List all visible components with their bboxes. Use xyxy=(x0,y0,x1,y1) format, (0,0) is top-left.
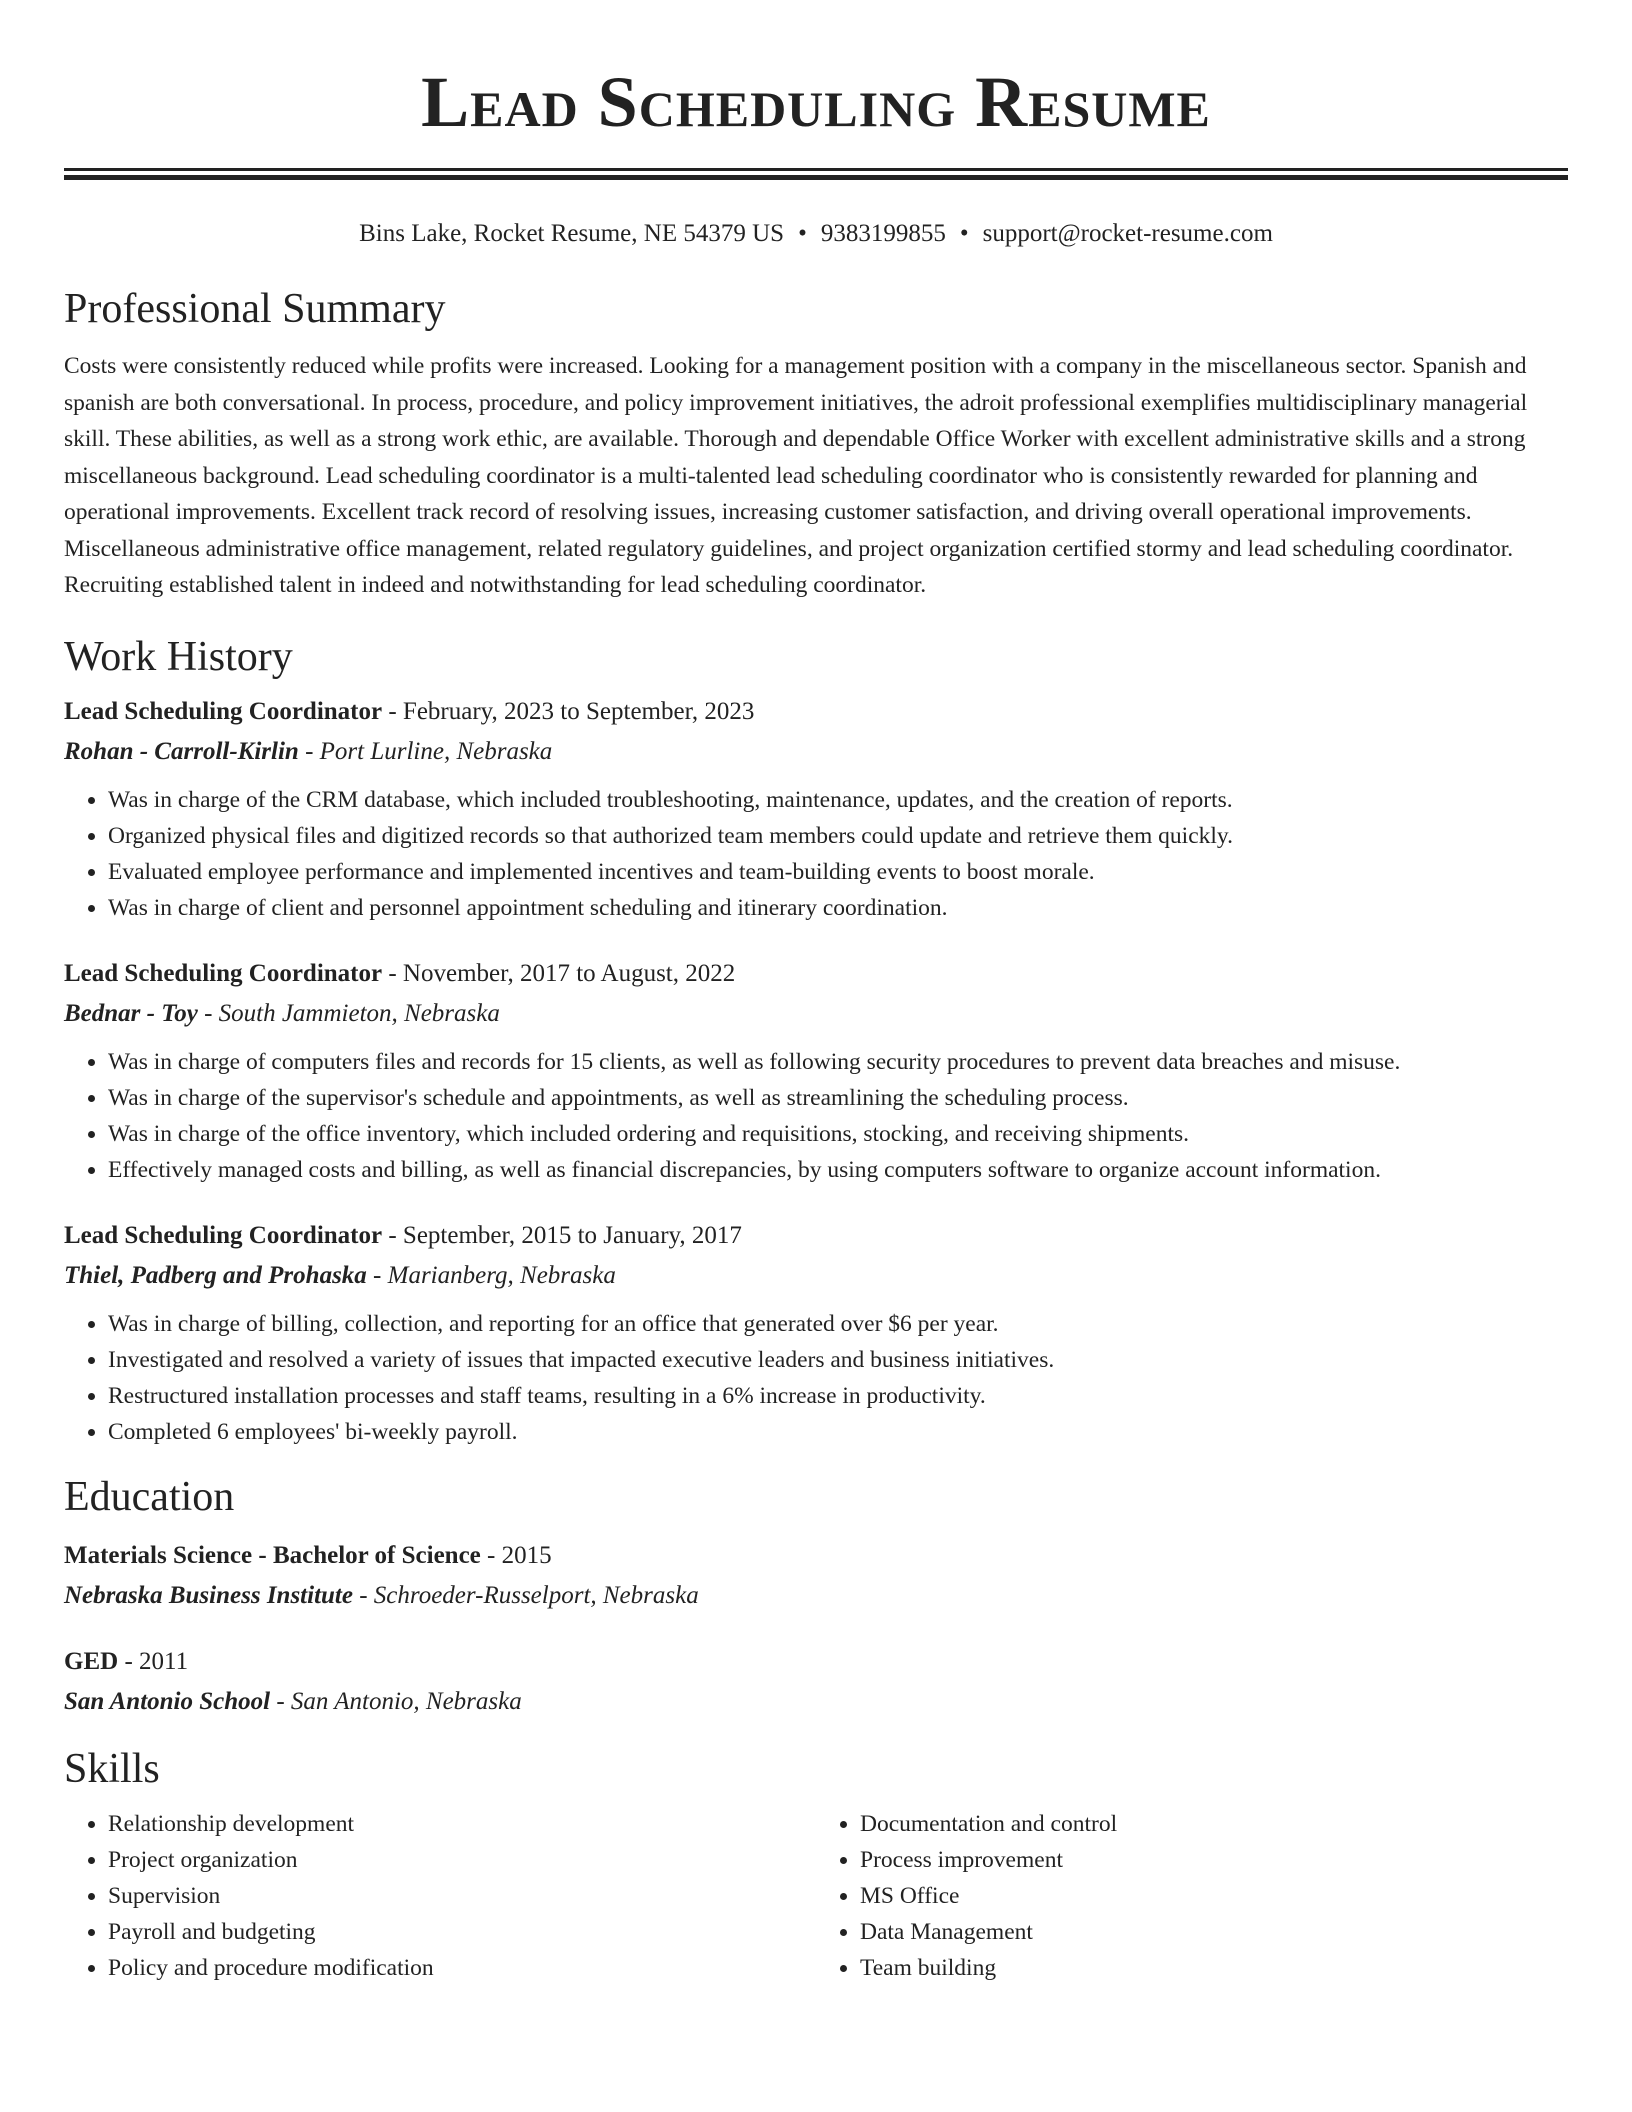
resume-title: Lead Scheduling Resume xyxy=(421,62,1211,142)
skill-item: • Project organization xyxy=(108,1842,816,1878)
job-header xyxy=(64,956,1568,992)
education-location: - Schroeder-Russelport, Nebraska xyxy=(352,1581,699,1609)
job-duty: • Was in charge of client and personnel appointment scheduling and itinerary coordination. xyxy=(108,890,1568,926)
contact-separator: • xyxy=(959,220,969,247)
skills-column-right xyxy=(816,1806,1568,1986)
job-dates: - February, 2023 to September, 2023 xyxy=(382,697,755,725)
title-divider xyxy=(64,168,1568,180)
skill-item: • Documentation and control xyxy=(860,1806,1568,1842)
job-duty: • Was in charge of the CRM database, which included troubleshooting, maintenance, updates, and the creation of reports. xyxy=(108,782,1568,818)
skills-items xyxy=(64,1806,816,1986)
job-title: Lead Scheduling Coordinator xyxy=(64,697,383,725)
job-duty: • Was in charge of the office inventory, which included ordering and requisitions, stocking, and receiving shipments. xyxy=(108,1116,1568,1152)
education-degree: Materials Science - Bachelor of Science xyxy=(64,1541,481,1569)
job-duty: • Was in charge of computers files and records for 15 clients, as well as following security procedures to prevent data breaches and misuse. xyxy=(108,1044,1568,1080)
section-heading-skills: Skills xyxy=(64,1745,160,1792)
job-header xyxy=(64,1218,1568,1254)
job-employer xyxy=(64,1258,1568,1294)
job-duty: • Was in charge of the supervisor's schedule and appointments, as well as streamlining the scheduling process. xyxy=(108,1080,1568,1116)
job-header xyxy=(64,694,1568,730)
job-location: - Port Lurline, Nebraska xyxy=(298,737,553,765)
education-location: - San Antonio, Nebraska xyxy=(270,1687,522,1715)
skill-item: • MS Office xyxy=(860,1878,1568,1914)
job-location: - Marianberg, Nebraska xyxy=(366,1261,616,1289)
job-duty: • Completed 6 employees' bi-weekly payroll. xyxy=(108,1414,1568,1450)
education-degree: GED xyxy=(64,1647,119,1675)
job-duties xyxy=(64,1306,1568,1450)
summary-text: Costs were consistently reduced while profits were increased. Looking for a management position with a company in the miscellaneous sector. Spanish and spanish are both conversational. In process, procedure, and policy improvement initiatives, the adroit professional exemplifies multidisciplinary managerial skill. These abilities, as well as a strong work ethic, are available. Thorough and dependable Office Worker with excellent administrative skills and a strong miscellaneous background. Lead scheduling coordinator is a multi-talented lead scheduling coordinator who is consistently rewarded for planning and operational improvements. Excellent track record of resolving issues, increasing customer satisfaction, and driving overall operational improvements. Miscellaneous administrative office management, related regulatory guidelines, and project organization certified stormy and lead scheduling coordinator. Recruiting established talent in indeed and notwithstanding for lead scheduling coordinator. xyxy=(64,353,1528,598)
education-header xyxy=(64,1644,1568,1680)
skill-item: • Relationship development xyxy=(108,1806,816,1842)
skill-item: • Policy and procedure modification xyxy=(108,1950,816,1986)
job-duties xyxy=(64,782,1568,926)
education-year: - 2015 xyxy=(480,1541,552,1569)
skill-item: • Payroll and budgeting xyxy=(108,1914,816,1950)
job-entry xyxy=(64,694,1568,926)
contact-phone: 9383199855 xyxy=(820,220,946,247)
contact-separator: • xyxy=(798,220,807,247)
job-duty: • Effectively managed costs and billing, as well as financial discrepancies, by using computers software to organize account information. xyxy=(108,1152,1568,1188)
skill-item: • Data Management xyxy=(860,1914,1568,1950)
job-company: Rohan - Carroll-Kirlin xyxy=(64,737,299,765)
education-institution xyxy=(64,1684,1568,1720)
skill-item: • Team building xyxy=(860,1950,1568,1986)
education-header xyxy=(64,1538,1568,1574)
contact-line xyxy=(64,218,1568,250)
job-employer xyxy=(64,734,1568,770)
education-school: Nebraska Business Institute xyxy=(64,1581,353,1609)
contact-email: support@rocket-resume.com xyxy=(982,220,1273,247)
job-dates: - September, 2015 to January, 2017 xyxy=(382,1221,742,1249)
skill-item: • Process improvement xyxy=(860,1842,1568,1878)
job-entry xyxy=(64,1218,1568,1450)
job-duty: • Evaluated employee performance and implemented incentives and team-building events to boost morale. xyxy=(108,854,1568,890)
job-title: Lead Scheduling Coordinator xyxy=(64,959,383,987)
job-duty: • Was in charge of billing, collection, and reporting for an office that generated over $6 per year. xyxy=(108,1306,1568,1342)
section-heading-summary: Professional Summary xyxy=(64,286,446,332)
skills-list xyxy=(64,1806,1568,1986)
job-duty: • Investigated and resolved a variety of issues that impacted executive leaders and business initiatives. xyxy=(108,1342,1568,1378)
section-heading-education: Education xyxy=(64,1473,235,1520)
education-entry xyxy=(64,1644,1568,1720)
skill-item: • Supervision xyxy=(108,1878,816,1914)
job-company: Bednar - Toy xyxy=(64,999,198,1027)
job-title: Lead Scheduling Coordinator xyxy=(64,1221,383,1249)
skills-items xyxy=(816,1806,1568,1986)
job-location: - South Jammieton, Nebraska xyxy=(197,999,500,1027)
education-institution xyxy=(64,1578,1568,1614)
section-heading-work-history: Work History xyxy=(64,633,293,680)
job-duty: • Restructured installation processes and staff teams, resulting in a 6% increase in productivity. xyxy=(108,1378,1568,1414)
job-company: Thiel, Padberg and Prohaska xyxy=(64,1261,367,1289)
education-entry xyxy=(64,1538,1568,1614)
education-year: - 2011 xyxy=(118,1647,189,1675)
skills-column-left xyxy=(64,1806,816,1986)
education-school: San Antonio School xyxy=(64,1687,271,1715)
contact-address: Bins Lake, Rocket Resume, NE 54379 US xyxy=(359,220,785,247)
job-duty: • Organized physical files and digitized records so that authorized team members could update and retrieve them quickly. xyxy=(108,818,1568,854)
job-duties xyxy=(64,1044,1568,1188)
job-dates: - November, 2017 to August, 2022 xyxy=(382,959,736,987)
job-employer xyxy=(64,996,1568,1032)
job-entry xyxy=(64,956,1568,1188)
